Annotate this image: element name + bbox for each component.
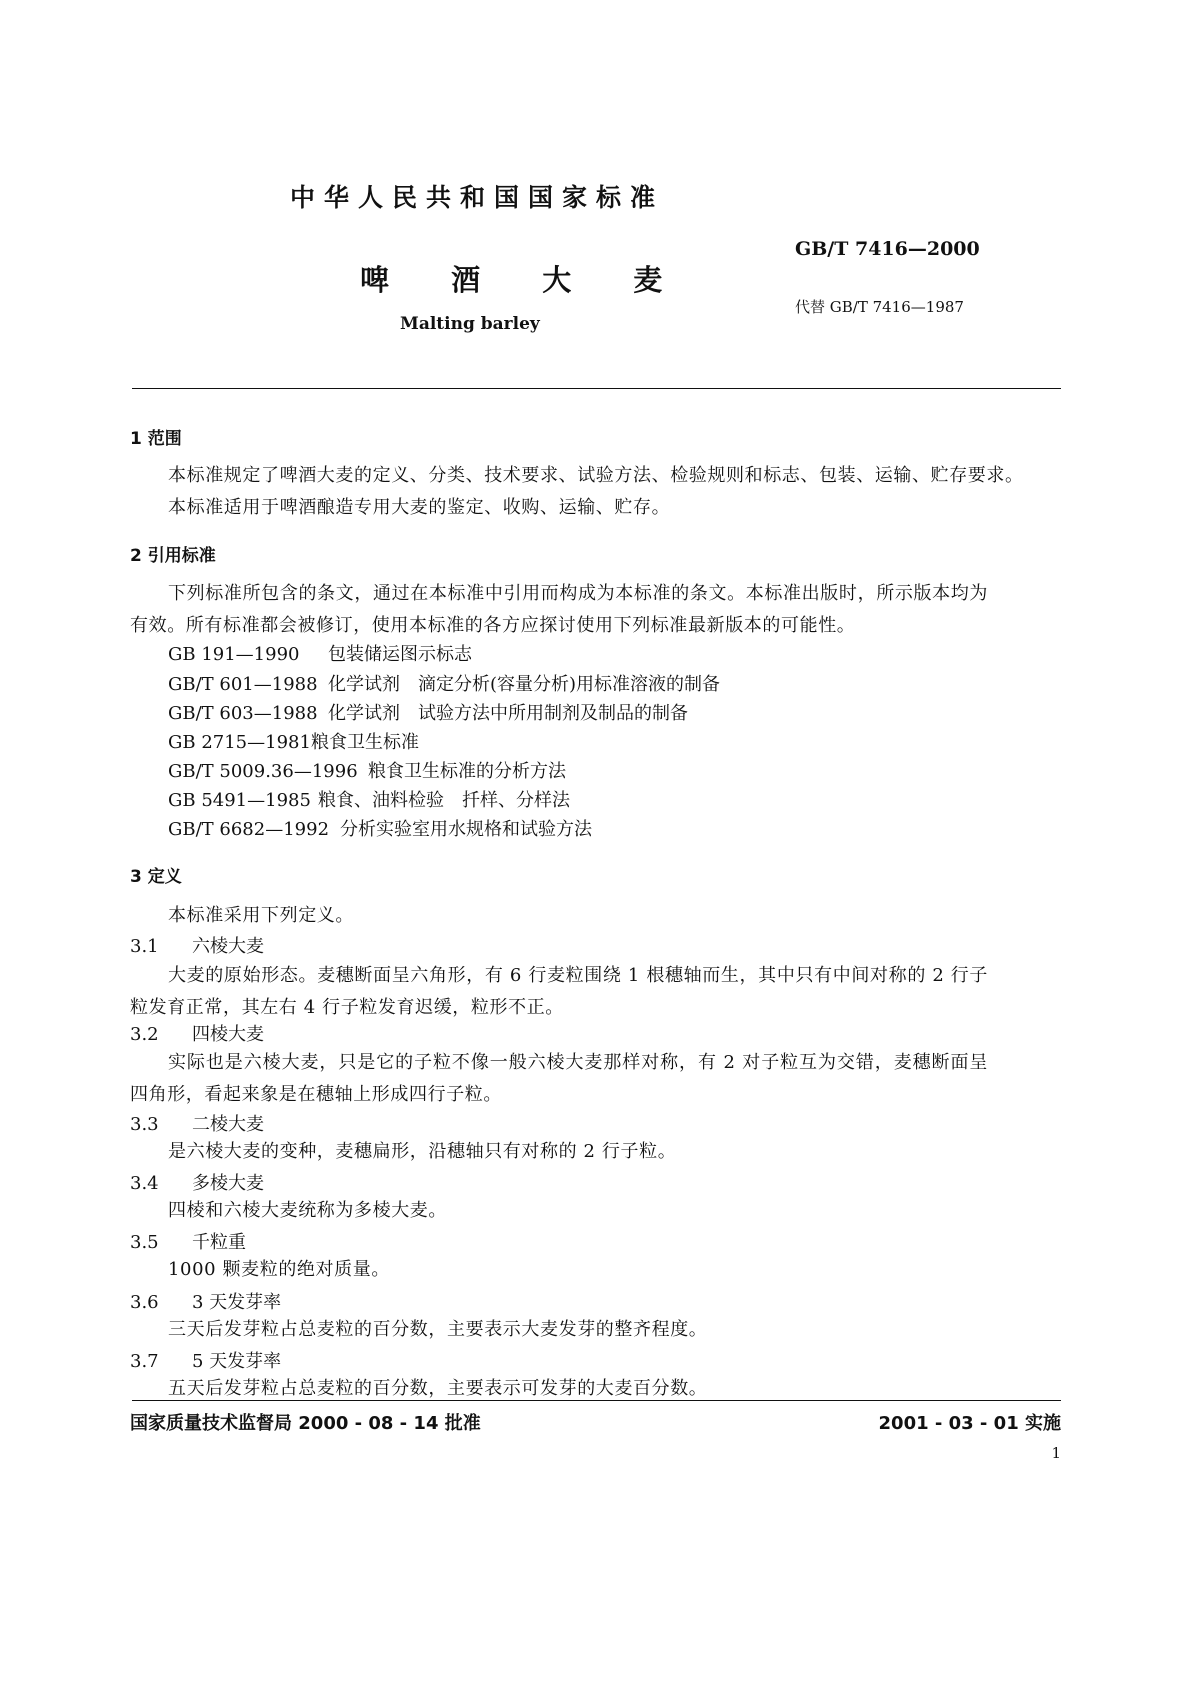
- term-number: 3.5: [130, 1232, 159, 1253]
- definition-term: [130, 1288, 281, 1314]
- definition-term: [130, 1347, 281, 1373]
- reference-item: [168, 670, 720, 696]
- document-title: 啤 酒 大 麦: [360, 263, 689, 297]
- term-name: 四棱大麦: [192, 1024, 264, 1045]
- term-name: 千粒重: [192, 1232, 246, 1253]
- reference-title: 包装储运图示标志: [328, 644, 472, 665]
- definition-text: 1000 颗麦粒的绝对质量。: [168, 1259, 390, 1280]
- definition-text: 三天后发芽粒占总麦粒的百分数，主要表示大麦发芽的整齐程度。: [168, 1319, 708, 1340]
- definition-text: 五天后发芽粒占总麦粒的百分数，主要表示可发芽的大麦百分数。: [168, 1378, 708, 1399]
- page-number: 1: [1051, 1444, 1061, 1462]
- reference-code: GB/T 5009.36—1996: [168, 761, 358, 782]
- approval-date: 国家质量技术监督局 2000 - 08 - 14 批准: [130, 1413, 481, 1434]
- standard-number: GB/T 7416—2000: [795, 238, 980, 260]
- reference-title: 分析实验室用水规格和试验方法: [340, 819, 592, 840]
- footer-divider: [132, 1400, 1061, 1401]
- reference-title: 化学试剂 试验方法中所用制剂及制品的制备: [328, 703, 688, 724]
- header-divider: [132, 388, 1061, 389]
- definition-text: 四棱和六棱大麦统称为多棱大麦。: [168, 1200, 447, 1221]
- reference-code: GB/T 601—1988: [168, 674, 318, 695]
- reference-title: 粮食卫生标准: [310, 732, 419, 753]
- reference-code: GB/T 6682—1992: [168, 819, 330, 840]
- reference-code: GB 5491—1985: [168, 790, 311, 811]
- national-standard-heading: 中华人民共和国国家标准: [290, 183, 665, 212]
- definition-term: [130, 1228, 246, 1254]
- term-number: 3.2: [130, 1024, 159, 1045]
- section-2-heading: 2 引用标准: [130, 546, 216, 566]
- term-name: 3 天发芽率: [192, 1292, 282, 1313]
- term-name: 二棱大麦: [192, 1114, 264, 1135]
- section-1-paragraph: 本标准规定了啤酒大麦的定义、分类、技术要求、试验方法、检验规则和标志、包装、运输、贮存要求。: [168, 465, 1024, 486]
- section-3-heading: 3 定义: [130, 867, 182, 887]
- definition-text: 实际也是六棱大麦，只是它的子粒不像一般六棱大麦那样对称，有 2 对子粒互为交错，麦穗断面呈四角形，看起来象是在穗轴上形成四行子粒。: [130, 1052, 988, 1105]
- reference-title: 化学试剂 滴定分析(容量分析)用标准溶液的制备: [328, 674, 721, 695]
- term-number: 3.7: [130, 1351, 159, 1372]
- reference-item: [168, 699, 688, 725]
- term-name: 5 天发芽率: [192, 1351, 282, 1372]
- term-number: 3.1: [130, 936, 159, 957]
- section-1-paragraph: 本标准适用于啤酒酿造专用大麦的鉴定、收购、运输、贮存。: [168, 497, 671, 518]
- term-number: 3.4: [130, 1173, 159, 1194]
- definition-term: [130, 932, 264, 958]
- definition-term: [130, 1110, 264, 1136]
- definition-term: [130, 1169, 264, 1195]
- effective-date: 2001 - 03 - 01 实施: [878, 1413, 1061, 1434]
- english-title: Malting barley: [400, 314, 540, 334]
- section-2-paragraph: 下列标准所包含的条文，通过在本标准中引用而构成为本标准的条文。本标准出版时，所示版本均为有效。所有标准都会被修订，使用本标准的各方应探讨使用下列标准最新版本的可能性。: [130, 583, 988, 636]
- reference-title: 粮食卫生标准的分析方法: [368, 761, 566, 782]
- reference-title: 粮食、油料检验 扦样、分样法: [318, 790, 570, 811]
- term-name: 六棱大麦: [192, 936, 264, 957]
- term-number: 3.3: [130, 1114, 159, 1135]
- reference-code: GB 2715—1981: [168, 732, 311, 753]
- definition-text: 是六棱大麦的变种，麦穗扁形，沿穗轴只有对称的 2 行子粒。: [168, 1141, 677, 1162]
- reference-item: [168, 757, 566, 783]
- reference-item: [168, 815, 592, 841]
- reference-item: [168, 640, 472, 666]
- section-1-heading: 1 范围: [130, 429, 182, 449]
- replaces-note: 代替 GB/T 7416—1987: [795, 298, 964, 316]
- term-number: 3.6: [130, 1292, 159, 1313]
- definition-text: 大麦的原始形态。麦穗断面呈六角形，有 6 行麦粒围绕 1 根穗轴而生，其中只有中间对称的 2 行子粒发育正常，其左右 4 行子粒发育迟缓，粒形不正。: [130, 965, 988, 1018]
- reference-code: GB/T 603—1988: [168, 703, 318, 724]
- term-name: 多棱大麦: [192, 1173, 264, 1194]
- section-3-intro: 本标准采用下列定义。: [168, 905, 354, 926]
- definition-term: [130, 1020, 264, 1046]
- reference-item: [168, 786, 570, 812]
- reference-code: GB 191—1990: [168, 644, 300, 665]
- reference-item: [168, 728, 419, 754]
